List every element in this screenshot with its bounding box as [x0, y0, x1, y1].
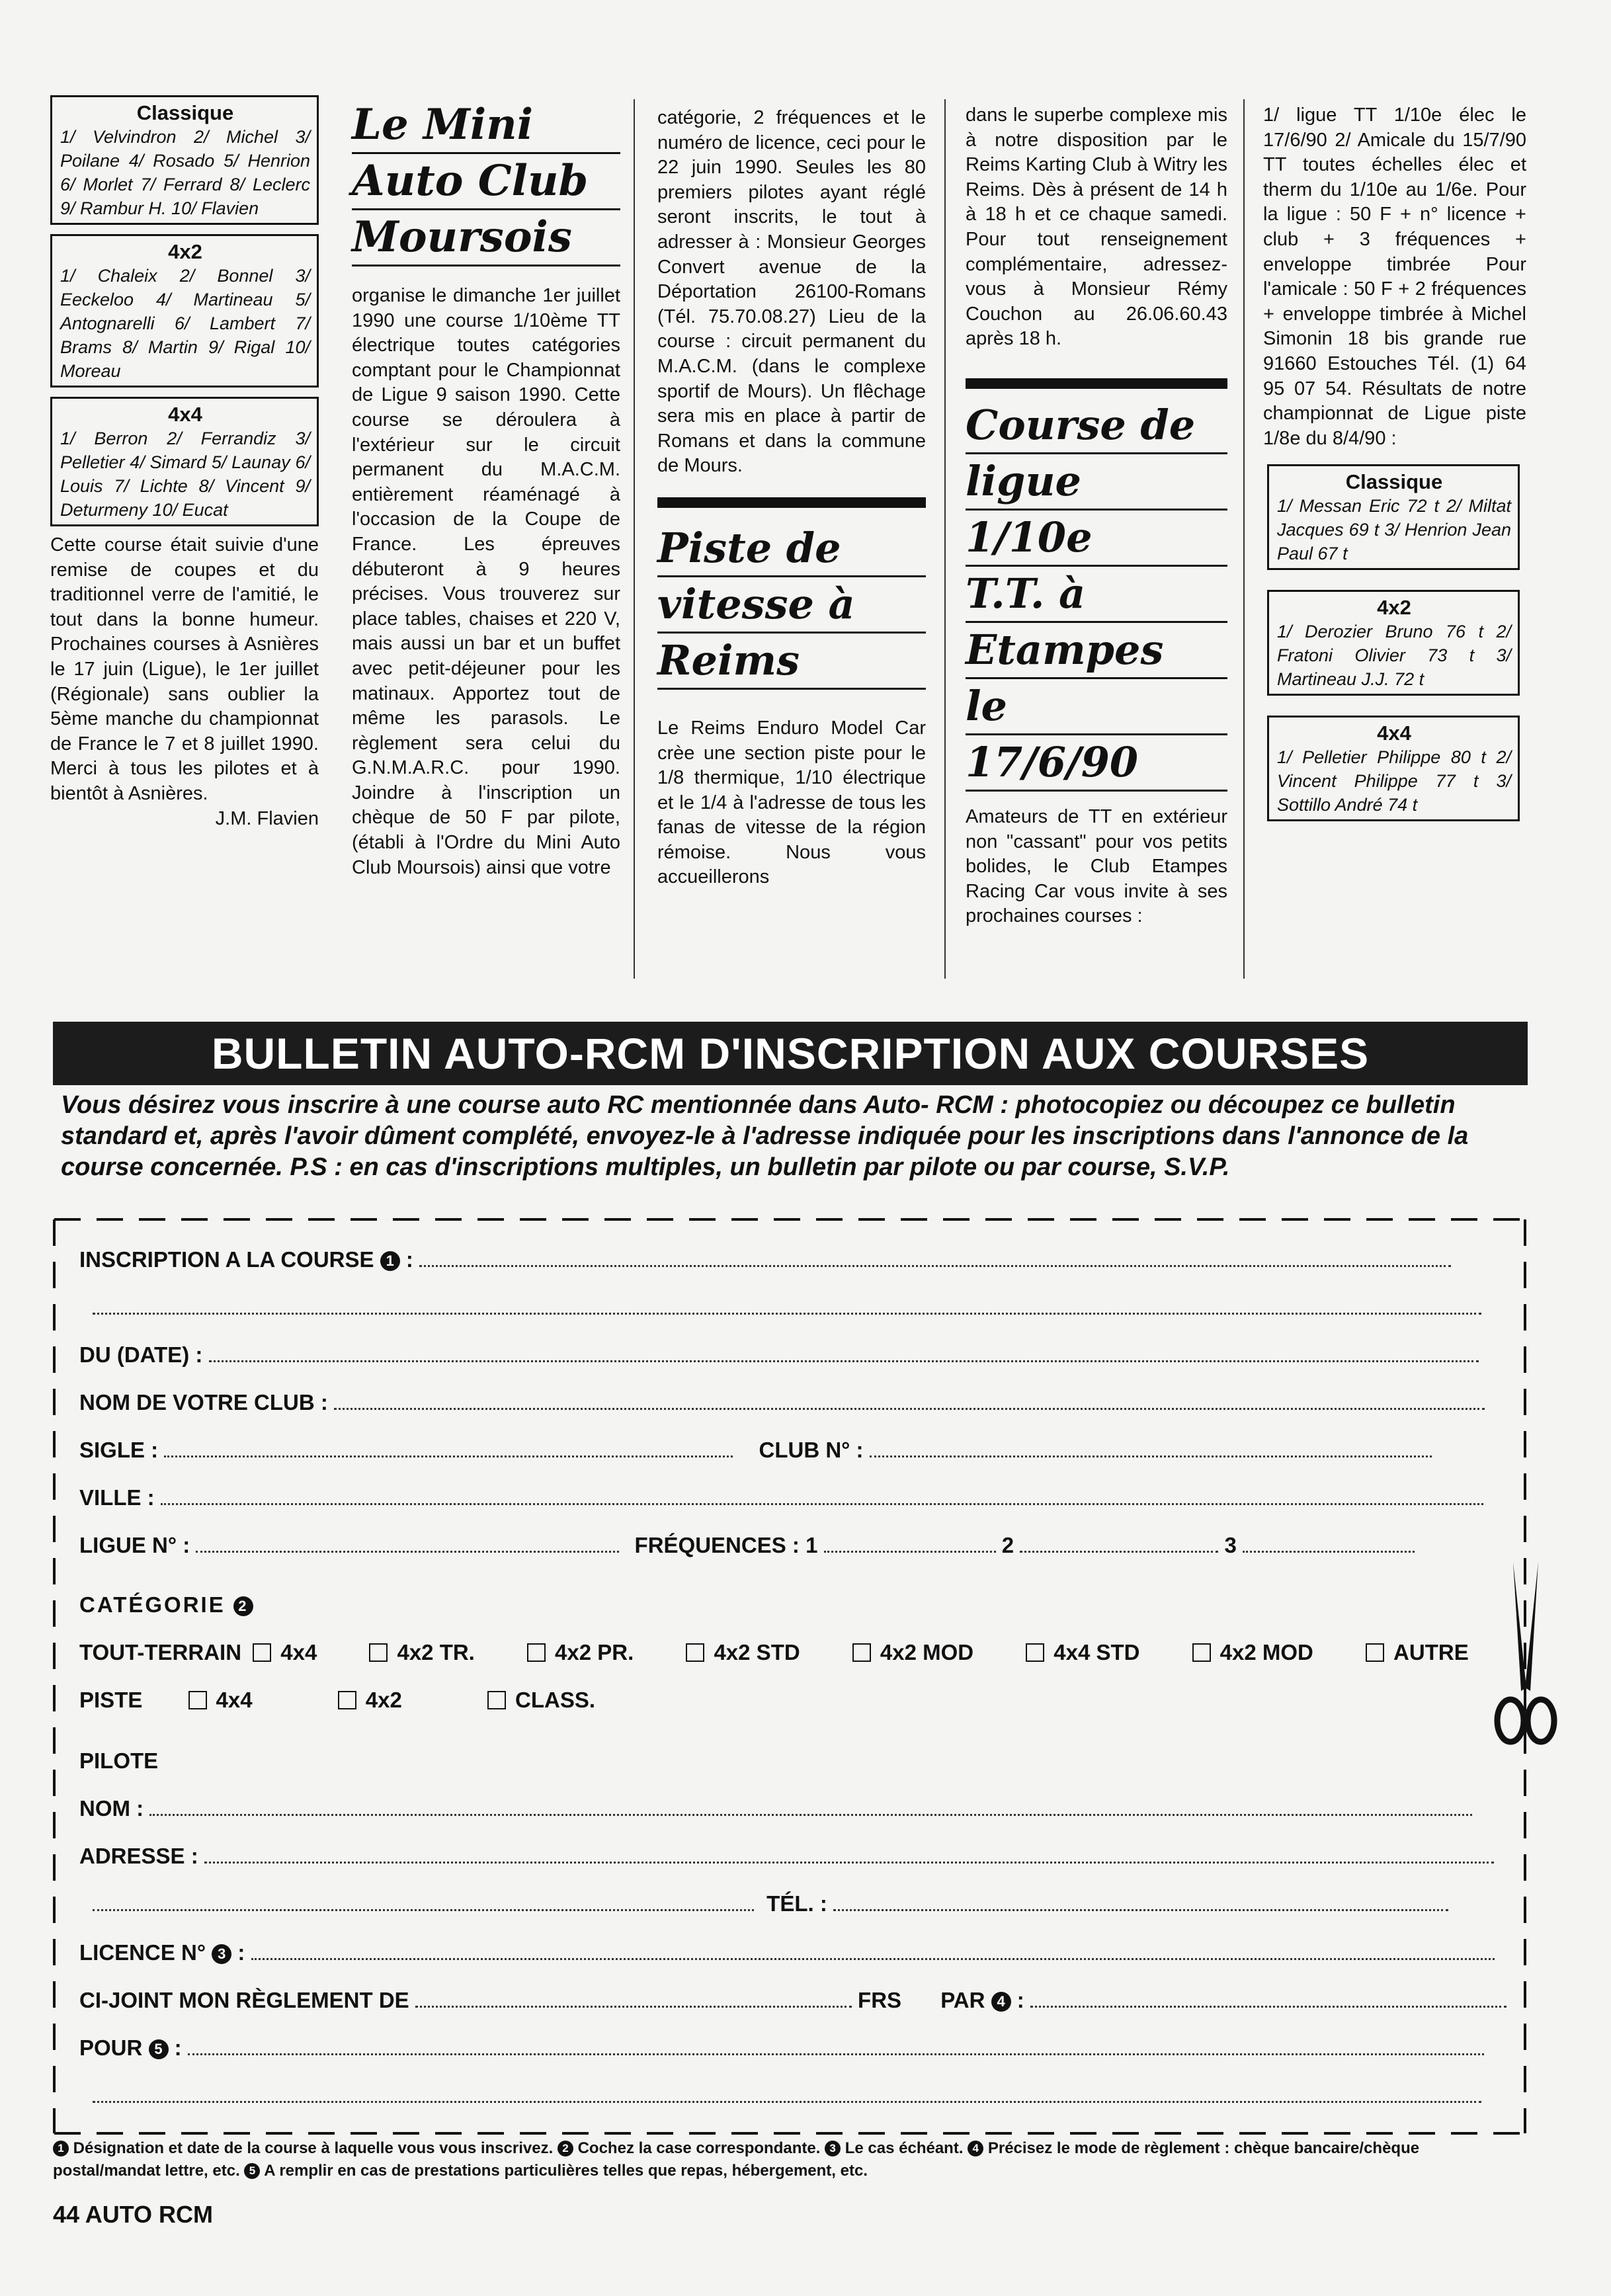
checkbox[interactable] [338, 1691, 356, 1709]
results-box-text: 1/ Berron 2/ Ferrandiz 3/ Pelletier 4/ Simard 5/ Launay 6/ Louis 7/ Lichte 8/ Vincent 9/ Deturmeny 10/ Eucat [60, 429, 310, 520]
column-rule [1243, 99, 1245, 979]
label: 2 [1001, 1533, 1014, 1557]
option-label: 4x2 PR. [555, 1640, 634, 1664]
label: SIGLE : [79, 1438, 159, 1462]
footnote-marker: 3 [825, 2141, 841, 2156]
headline-line: Course de [966, 398, 1227, 454]
label: POUR [79, 2035, 143, 2060]
label: INSCRIPTION A LA COURSE [79, 1247, 374, 1272]
headline-line: Etampes [966, 623, 1227, 679]
ligue-input[interactable] [196, 1536, 619, 1553]
field-nom [79, 1796, 1472, 1821]
label: NOM DE VOTRE CLUB : [79, 1390, 328, 1414]
label: CLUB N° : [759, 1438, 864, 1462]
footnote-text: A remplir en cas de prestations particulières telles que repas, hébergement, etc. [264, 2162, 868, 2180]
headline-line: Reims [657, 634, 926, 690]
freq3-input[interactable] [1243, 1536, 1415, 1553]
checkbox[interactable] [527, 1643, 546, 1662]
field-adresse-tel [93, 1891, 1448, 1916]
bulletin-intro: Vous désirez vous inscrire à une course auto RC mentionnée dans Auto- RCM : photocopiez ou découpez ce bulletin standard et, après l'avoir dûment complété, envoyez-le à l'adresse indiquée pour les inscriptions dans l'annonce de la course concernée. P.S : en cas d'inscriptions multiples, un bulletin par pilote ou par course, S.V.P. [61, 1091, 1469, 1181]
article-body: Amateurs de TT en extérieur non "cassant" pour vos petits bolides, le Club Etampes Racing Car vous invite à ses prochaines courses : [966, 805, 1227, 927]
results-box-title: Classique [1345, 470, 1443, 494]
field-reglement: CI-JOINT MON RÈGLEMENT DE FRS PAR 4 : [79, 1988, 1507, 2013]
option-label: 4x2 MOD [1219, 1640, 1313, 1664]
tt-option[interactable] [527, 1640, 634, 1664]
option-label: 4x2 TR. [397, 1640, 475, 1664]
course-input-2[interactable] [93, 1298, 1481, 1315]
headline-line: Piste de [657, 521, 926, 577]
footnote-marker: 2 [558, 2141, 573, 2156]
headline-line: 1/10e [966, 511, 1227, 567]
headline-line: Auto Club [352, 154, 620, 210]
headline-mini-auto-club [352, 98, 620, 266]
tt-option[interactable] [1366, 1640, 1469, 1664]
checkbox[interactable] [253, 1643, 271, 1662]
club-no-input[interactable] [870, 1441, 1432, 1457]
checkbox[interactable] [1026, 1643, 1044, 1662]
article-signature: J.M. Flavien [215, 807, 319, 829]
results-box-classique [50, 95, 319, 225]
pour-input-2[interactable] [93, 2086, 1481, 2103]
results-box-classique [1267, 464, 1520, 570]
column-3 [657, 106, 926, 890]
headline-line: T.T. à [966, 567, 1227, 623]
column-4 [966, 103, 1227, 929]
label: LICENCE N° [79, 1940, 206, 1965]
tt-option[interactable] [253, 1640, 317, 1664]
date-input[interactable] [209, 1346, 1479, 1362]
label: PAR [940, 1988, 985, 2012]
headline-line: Le Mini [352, 98, 620, 154]
footnote-text: Le cas échéant. [845, 2139, 964, 2157]
label: FRÉQUENCES : 1 [634, 1533, 818, 1557]
results-box-title: Classique [136, 101, 234, 124]
results-box-text: 1/ Messan Eric 72 t 2/ Miltat Jacques 69 t 3/ Henrion Jean Paul 67 t [1277, 496, 1511, 564]
footnote-text: Cochez la case correspondante. [577, 2139, 821, 2157]
freq2-input[interactable] [1020, 1536, 1218, 1553]
article-body: organise le dimanche 1er juillet 1990 une course 1/10ème TT électrique toutes catégories comptant pour le Championnat de Ligue 9 saison 1990. Cette course se déroulera à l'extérieur sur le circuit permanent du M.A.C.M. entièrement réaménagé à l'occasion de la Coupe de France. Les épreuves débuteront à 9 heures précises. Vous trouverez sur place tables, chaises et 220 V, mais aussi un bar et un buffet avec petit-déjeuner pour les matinaux. Apportez tout de même les parasols. Le règlement sera celui du G.N.M.A.R.C. pour 1990. Joindre à l'inscription un chèque de 50 F par pilote, (établi à l'Ordre du Mini Auto Club Moursois) ainsi que votre [352, 285, 620, 878]
field-categorie [79, 1592, 253, 1618]
sigle-input[interactable] [164, 1441, 733, 1457]
article-body: Cette course était suivie d'une remise de coupes et du traditionnel verre de l'amitié, le tout dans la bonne humeur. Prochaines courses à Asnières le 17 juin (Ligue), le 1er juillet (Régionale) sans oublier la 5ème manche du championnat de France le 7 et 8 juillet 1990. Merci à tous les pilotes et à bientôt à Asnières. [50, 534, 319, 804]
article-body: catégorie, 2 fréquences et le numéro de licence, ceci pour le 22 juin 1990. Seules les 80 premiers pilotes ayant réglé seront inscrits, le tout à adresser à : Monsieur Georges Convert avenue de la Déportation 26100-Romans (Tél. 75.70.08.27) Lieu de la course : circuit permanent du M.A.C.M. (dans le complexe sportif de Mours). Un flêchage sera mis en place à partir de Romans et dans la commune de Mours. [657, 107, 926, 477]
reglement-input[interactable] [415, 1991, 852, 2008]
column-5 [1263, 103, 1526, 821]
option-label: 4x4 [280, 1640, 317, 1664]
footnote-marker: 4 [968, 2141, 983, 2156]
footnote-text: Désignation et date de la course à laquelle vous vous inscrivez. [73, 2139, 554, 2157]
field-adresse [79, 1844, 1494, 1869]
label: FRS [858, 1988, 902, 2012]
headline-line: ligue [966, 454, 1227, 511]
ville-input[interactable] [161, 1489, 1483, 1505]
option-label: 4x4 STD [1053, 1640, 1140, 1664]
footnote-marker: 2 [233, 1596, 253, 1616]
option-label: AUTRE [1393, 1640, 1469, 1664]
label: TÉL. : [766, 1891, 827, 1916]
results-box-4x4 [1267, 716, 1520, 821]
results-box-text: 1/ Chaleix 2/ Bonnel 3/ Eeckeloo 4/ Martineau 5/ Antognarelli 6/ Lambert 7/ Brams 8/ Martin 9/ Rigal 10/ Moreau [60, 266, 310, 381]
results-box-4x4 [50, 397, 319, 526]
field-tout-terrain [79, 1640, 1469, 1665]
column-1 [50, 95, 319, 831]
registration-form [53, 1217, 1528, 2136]
label: LIGUE N° : [79, 1533, 190, 1557]
headline-line: 17/6/90 [966, 735, 1227, 792]
freq1-input[interactable] [824, 1536, 996, 1553]
checkbox[interactable] [369, 1643, 388, 1662]
headline-course-etampes [966, 398, 1227, 792]
field-course: INSCRIPTION A LA COURSE 1 : [79, 1247, 1451, 1272]
field-licence: LICENCE N° 3 : [79, 1940, 1495, 1965]
tt-option[interactable] [369, 1640, 474, 1664]
footnote-marker: 5 [149, 2039, 169, 2059]
footnote-marker: 4 [991, 1992, 1011, 2012]
option-label: 4x2 STD [714, 1640, 800, 1664]
results-box-title: 4x4 [1377, 721, 1411, 745]
footnote-marker: 3 [212, 1944, 231, 1964]
label: PILOTE [79, 1748, 159, 1773]
column-2 [352, 98, 620, 880]
label: NOM : [79, 1796, 144, 1821]
results-box-4x2 [50, 234, 319, 388]
section-divider [966, 378, 1227, 389]
results-box-title: 4x2 [1377, 596, 1411, 620]
article-body: dans le superbe complexe mis à notre disposition par le Reims Karting Club à Witry les Reims. Dès à présent de 14 h à 18 h et ce chaque samedi. Pour tout renseignement complémentaire, adressez-vous à Monsieur Rémy Couchon au 26.06.60.43 après 18 h. [966, 104, 1227, 350]
field-course-cont [93, 1295, 1481, 1320]
checkbox[interactable] [188, 1691, 207, 1709]
field-club [79, 1390, 1485, 1415]
checkbox[interactable] [686, 1643, 704, 1662]
footnotes [53, 2137, 1521, 2182]
label: CI-JOINT MON RÈGLEMENT DE [79, 1988, 409, 2012]
field-ligue [79, 1533, 1415, 1558]
section-divider [657, 497, 926, 508]
field-pilote [79, 1748, 158, 1774]
label: DU (DATE) : [79, 1342, 203, 1367]
footnote-marker: 1 [380, 1251, 400, 1271]
results-box-text: 1/ Velvindron 2/ Michel 3/ Poilane 4/ Rosado 5/ Henrion 6/ Morlet 7/ Ferrard 8/ Leclerc 9/ Rambur H. 10/ Flavien [60, 127, 310, 218]
piste-option[interactable] [188, 1688, 253, 1712]
footnote-marker: 5 [244, 2163, 260, 2179]
column-rule [634, 99, 635, 979]
piste-option[interactable] [338, 1688, 402, 1712]
field-pour-cont [93, 2083, 1481, 2108]
tel-input[interactable] [833, 1895, 1448, 1911]
tt-option[interactable] [1026, 1640, 1139, 1664]
tt-option[interactable] [852, 1640, 973, 1664]
results-box-text: 1/ Derozier Bruno 76 t 2/ Fratoni Olivier 73 t 3/ Martineau J.J. 72 t [1277, 622, 1511, 690]
label: VILLE : [79, 1485, 155, 1510]
footnote-text: Précisez le mode de règlement : chèque bancaire/chèque postal/mandat lettre, etc. [53, 2139, 1420, 2180]
field-date [79, 1342, 1479, 1368]
headline-line: le [966, 679, 1227, 735]
licence-input[interactable] [251, 1944, 1495, 1960]
footnote-marker: 1 [53, 2141, 69, 2156]
course-input[interactable] [419, 1250, 1451, 1267]
field-pour: POUR 5 : [79, 2035, 1484, 2061]
option-label: 4x4 [216, 1688, 253, 1712]
headline-line: Moursois [352, 210, 620, 266]
piste-option[interactable] [487, 1688, 595, 1712]
page-footer: 44 AUTO RCM [53, 2201, 214, 2228]
results-box-title: 4x2 [168, 240, 202, 263]
option-label: 4x2 MOD [880, 1640, 974, 1664]
adresse-input-2[interactable] [93, 1895, 754, 1911]
label: 3 [1224, 1533, 1237, 1557]
results-box-4x2 [1267, 590, 1520, 696]
option-label: CLASS. [515, 1688, 596, 1712]
tt-option[interactable] [1192, 1640, 1313, 1664]
adresse-input[interactable] [204, 1847, 1494, 1864]
bulletin-title: BULLETIN AUTO-RCM D'INSCRIPTION AUX COURSES [53, 1022, 1528, 1085]
label: PISTE [79, 1688, 143, 1712]
field-piste [79, 1688, 595, 1713]
field-ville [79, 1485, 1483, 1510]
headline-line: vitesse à [657, 577, 926, 634]
label: CATÉGORIE [79, 1592, 226, 1617]
checkbox[interactable] [852, 1643, 871, 1662]
checkbox[interactable] [487, 1691, 506, 1709]
field-sigle [79, 1438, 1432, 1463]
par-input[interactable] [1030, 1991, 1507, 2008]
label: TOUT-TERRAIN [79, 1640, 242, 1664]
column-rule [944, 99, 946, 979]
club-input[interactable] [334, 1393, 1485, 1410]
checkbox[interactable] [1366, 1643, 1384, 1662]
scissors-icon [1487, 1555, 1559, 1760]
tt-option[interactable] [686, 1640, 800, 1664]
article-body: 1/ ligue TT 1/10e élec le 17/6/90 2/ Amicale du 15/7/90 TT toutes échelles élec et therm du 1/10e au 1/6e. Pour la ligue : 50 F + n° licence + club + 3 fréquences + enveloppe timbrée Pour l'amicale : 50 F + 2 fréquences + enveloppe timbrée à Michel Simonin 18 bis grande rue 91660 Estouches Tél. (1) 64 95 07 54. Résultats de notre championnat de Ligue piste 1/8e du 8/4/90 : [1263, 104, 1526, 449]
pour-input[interactable] [188, 2039, 1484, 2055]
nom-input[interactable] [149, 1799, 1472, 1816]
headline-piste-reims [657, 521, 926, 690]
results-box-title: 4x4 [168, 403, 202, 426]
label: ADRESSE : [79, 1844, 198, 1868]
article-body: Le Reims Enduro Model Car crèe une section piste pour le 1/8 thermique, 1/10 électrique et le 1/4 à l'adresse de tous les fanas de vitesse de la région rémoise. Nous vous accueillerons [657, 717, 926, 888]
option-label: 4x2 [365, 1688, 402, 1712]
checkbox[interactable] [1192, 1643, 1211, 1662]
results-box-text: 1/ Pelletier Philippe 80 t 2/ Vincent Philippe 77 t 3/ Sottillo André 74 t [1277, 747, 1511, 815]
